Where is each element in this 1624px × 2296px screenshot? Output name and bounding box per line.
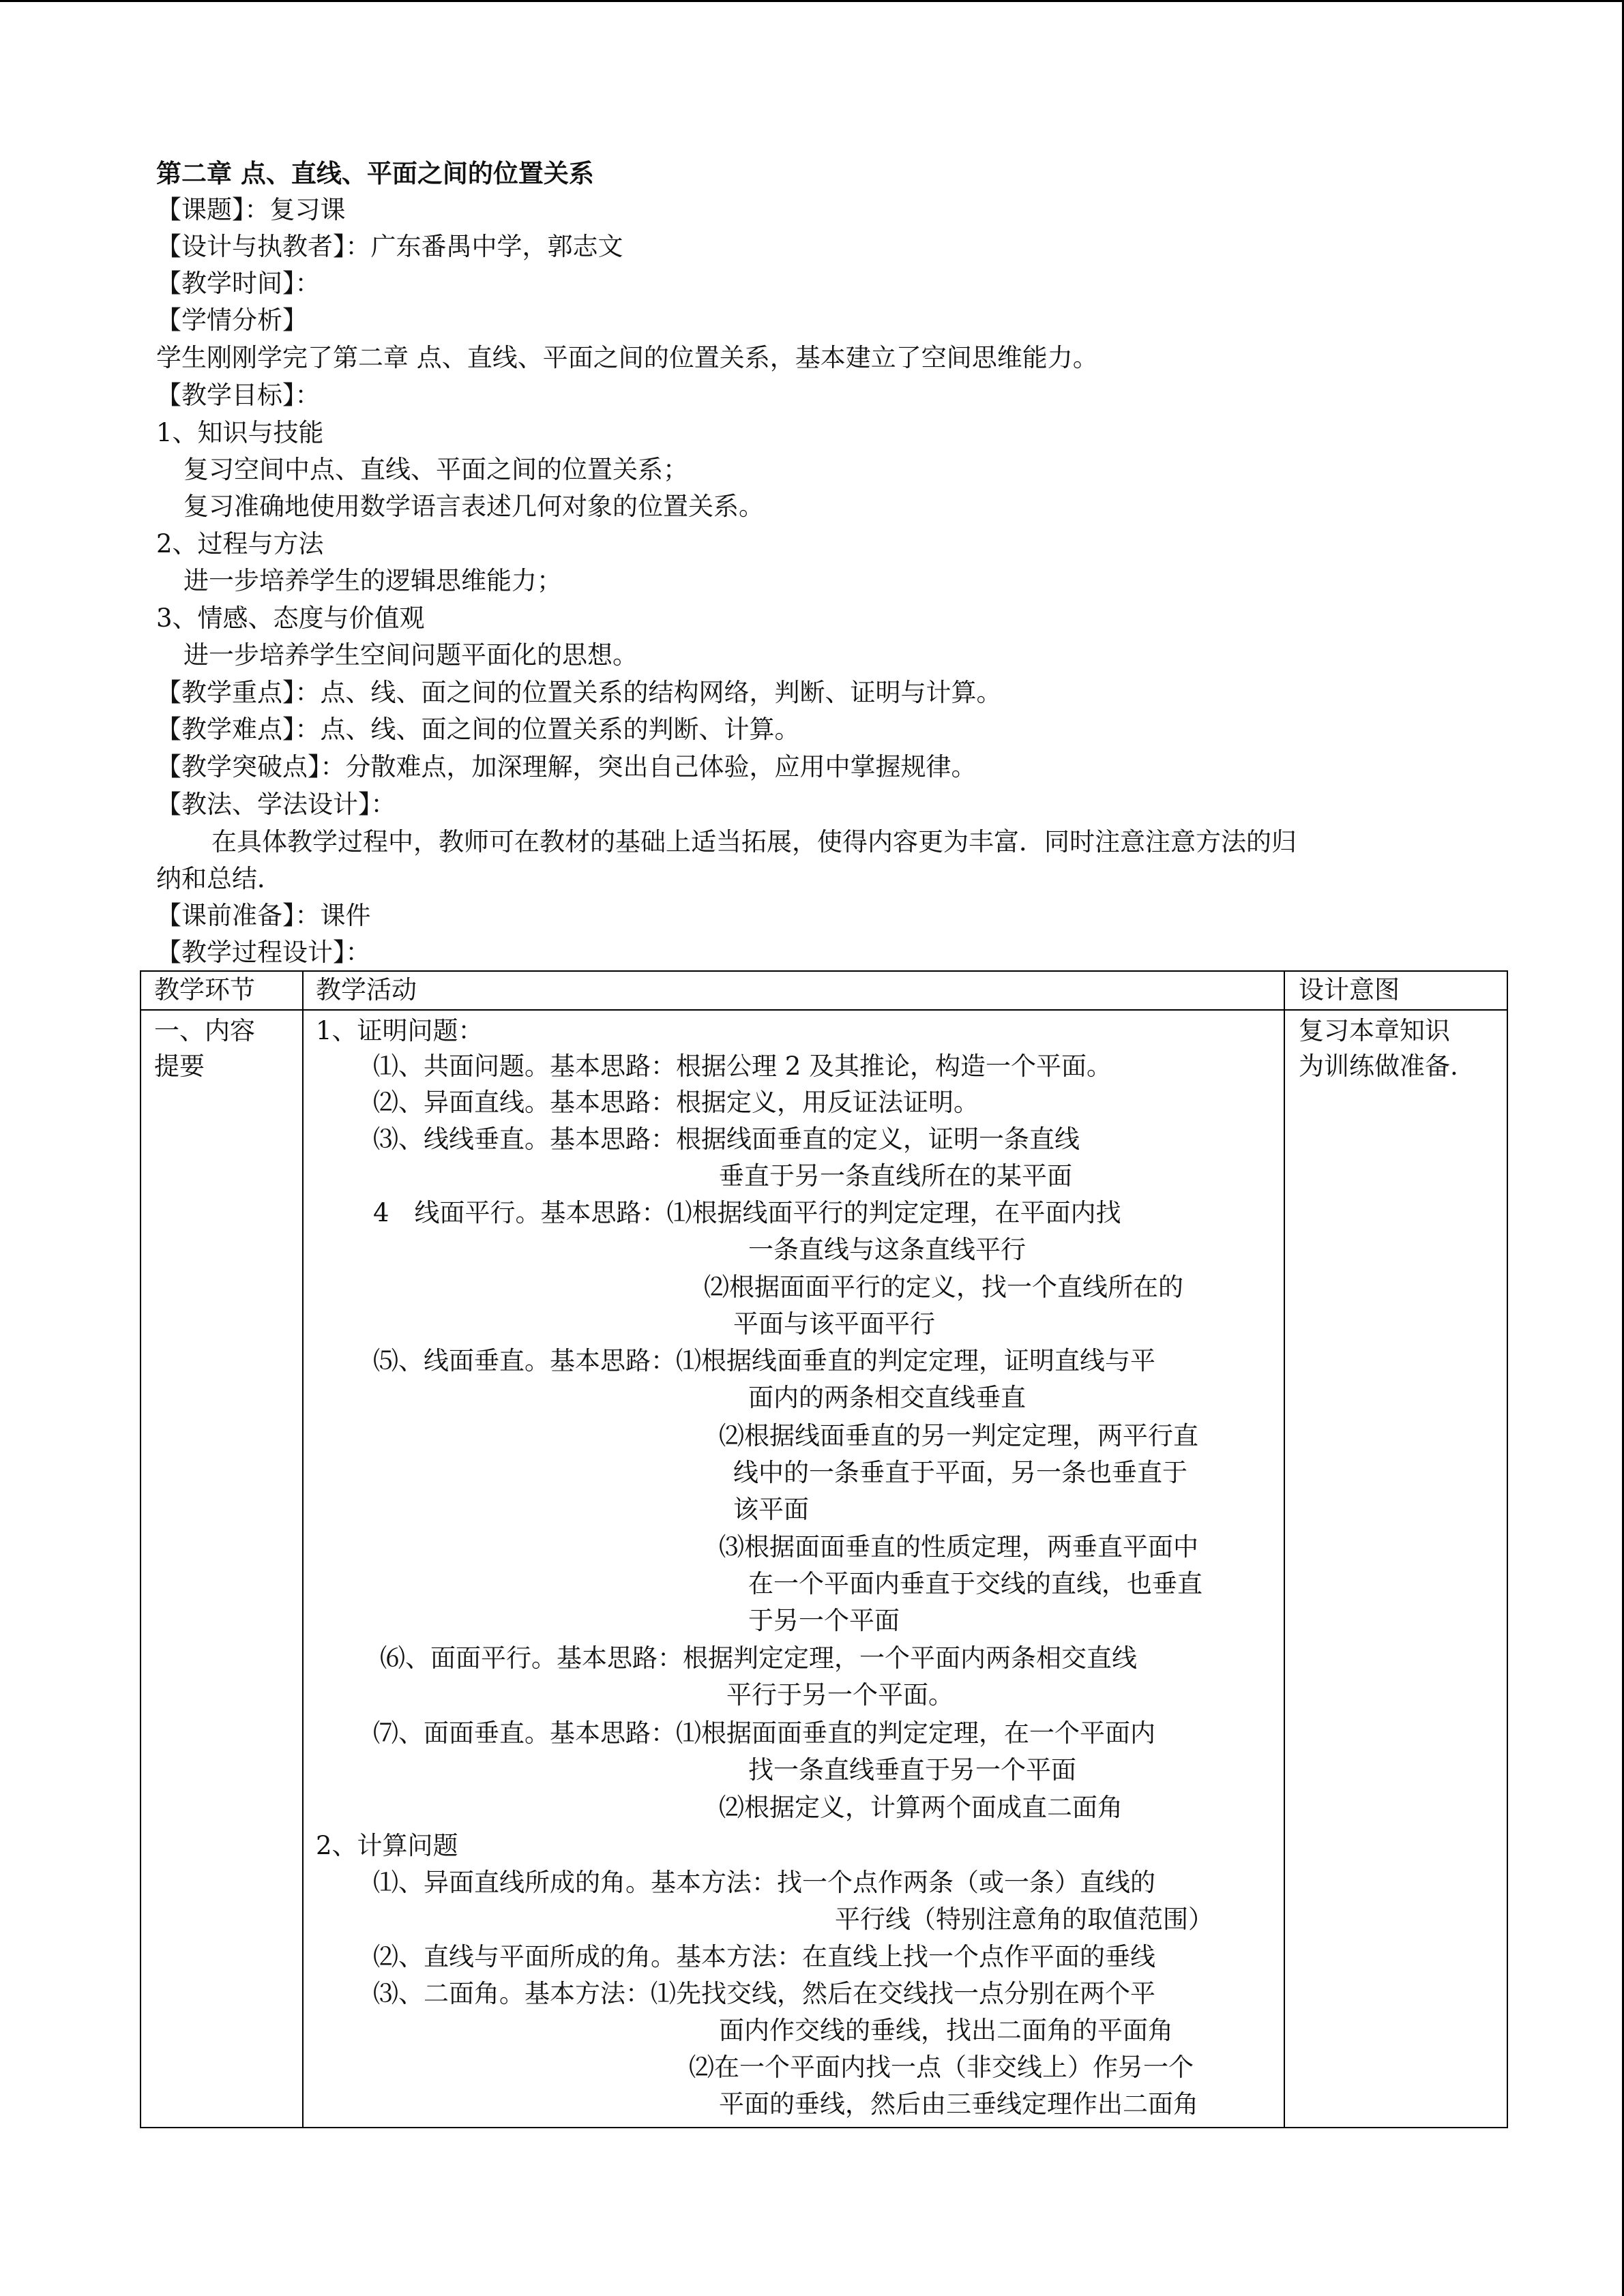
intent-cell: 复习本章知识 — [1299, 1016, 1450, 1045]
activity-line: ⑹、面面平行。基本思路：根据判定定理，一个平面内两条相交直线 — [380, 1643, 1137, 1673]
activity-line: 一条直线与这条直线平行 — [748, 1235, 1026, 1264]
activity-line: 面内作交线的垂线，找出二面角的平面角 — [719, 2016, 1173, 2045]
intent-cell: 为训练做准备. — [1299, 1052, 1458, 1081]
activity-line: 找一条直线垂直于另一个平面 — [748, 1755, 1076, 1785]
table-header-activity: 教学活动 — [316, 975, 417, 1004]
activity-line: ⑶根据面面垂直的性质定理，两垂直平面中 — [719, 1532, 1198, 1562]
header-line: 在具体教学过程中，教师可在教材的基础上适当拓展，使得内容更为丰富．同时注意注意方法的归 — [211, 827, 1297, 856]
header-line: 纳和总结． — [156, 864, 282, 893]
stage-cell: 提要 — [154, 1052, 205, 1081]
header-line: 【教学难点】：点、线、面之间的位置关系的判断、计算。 — [156, 715, 800, 744]
header-line: 进一步培养学生空间问题平面化的思想。 — [183, 640, 638, 670]
activity-line: 线中的一条垂直于平面，另一条也垂直于 — [733, 1458, 1187, 1487]
header-line: 复习空间中点、直线、平面之间的位置关系； — [183, 455, 688, 484]
activity-line: 面内的两条相交直线垂直 — [748, 1383, 1026, 1412]
activity-line: ⑵根据面面平行的定义，找一个直线所在的 — [704, 1272, 1183, 1302]
header-line: 进一步培养学生的逻辑思维能力； — [183, 566, 562, 595]
header-line: 【教学突破点】：分散难点，加深理解，突出自己体验，应用中掌握规律。 — [156, 752, 977, 781]
activity-line: 1、证明问题： — [316, 1016, 484, 1045]
table-header-intent: 设计意图 — [1299, 975, 1400, 1004]
header-line: 【课前准备】：课件 — [156, 901, 371, 930]
activity-line: ⑸、线面垂直。基本思路：⑴根据线面垂直的判定定理，证明直线与平 — [373, 1346, 1155, 1375]
header-line: 复习准确地使用数学语言表述几何对象的位置关系。 — [183, 492, 764, 521]
header-line: 【教法、学法设计】： — [156, 790, 396, 819]
activity-line: ⑵根据定义，计算两个面成直二面角 — [719, 1793, 1123, 1822]
activity-line: 平行于另一个平面。 — [726, 1680, 954, 1710]
header-line: 2、过程与方法 — [156, 529, 324, 558]
table-column-divider — [302, 970, 304, 2127]
activity-line: 4 线面平行。基本思路：⑴根据线面平行的判定定理，在平面内找 — [373, 1198, 1121, 1227]
header-line: 【设计与执教者】：广东番禺中学，郭志文 — [156, 232, 623, 261]
activity-line: ⑵、直线与平面所成的角。基本方法：在直线上找一个点作平面的垂线 — [373, 1942, 1155, 1971]
table-column-divider — [1284, 970, 1285, 2127]
chapter-title: 第二章 点、直线、平面之间的位置关系 — [156, 158, 594, 188]
activity-line: 平面的垂线，然后由三垂线定理作出二面角 — [719, 2089, 1198, 2119]
activity-line: ⑵、异面直线。基本思路：根据定义，用反证法证明。 — [373, 1088, 979, 1117]
header-line: 【教学时间】： — [156, 269, 321, 298]
activity-line: ⑺、面面垂直。基本思路：⑴根据面面垂直的判定定理，在一个平面内 — [373, 1718, 1155, 1748]
table-header-divider — [140, 1009, 1507, 1011]
header-line: 学生刚刚学完了第二章 点、直线、平面之间的位置关系，基本建立了空间思维能力。 — [156, 343, 1098, 372]
activity-line: ⑶、二面角。基本方法：⑴先找交线，然后在交线找一点分别在两个平 — [373, 1979, 1155, 2008]
activity-line: ⑵在一个平面内找一点（非交线上）作另一个 — [689, 2053, 1194, 2082]
activity-line: ⑴、共面问题。基本思路：根据公理 2 及其推论，构造一个平面。 — [373, 1052, 1112, 1081]
header-line: 【学情分析】 — [156, 305, 308, 335]
activity-line: 平行线（特别注意角的取值范围） — [835, 1905, 1213, 1934]
activity-line: 在一个平面内垂直于交线的直线，也垂直 — [748, 1569, 1202, 1598]
header-line: 【教学目标】： — [156, 381, 321, 410]
header-line: 【教学重点】：点、线、面之间的位置关系的结构网络，判断、证明与计算。 — [156, 678, 1002, 707]
table-header-stage: 教学环节 — [154, 975, 255, 1004]
activity-line: 平面与该平面平行 — [733, 1309, 935, 1339]
activity-line: ⑵根据线面垂直的另一判定定理，两平行直 — [719, 1421, 1198, 1450]
header-line: 【教学过程设计】： — [156, 938, 371, 967]
activity-line: 该平面 — [733, 1495, 809, 1524]
activity-line: 垂直于另一条直线所在的某平面 — [719, 1161, 1072, 1191]
activity-line: 2、计算问题 — [316, 1831, 458, 1860]
activity-line: ⑴、异面直线所成的角。基本方法：找一个点作两条（或一条）直线的 — [373, 1868, 1155, 1897]
header-line: 【课题】：复习课 — [156, 195, 346, 224]
activity-line: 于另一个平面 — [748, 1606, 900, 1635]
header-line: 1、知识与技能 — [156, 418, 324, 447]
stage-cell: 一、内容 — [154, 1016, 255, 1045]
header-line: 3、情感、态度与价值观 — [156, 603, 425, 633]
activity-line: ⑶、线线垂直。基本思路：根据线面垂直的定义，证明一条直线 — [373, 1124, 1080, 1154]
